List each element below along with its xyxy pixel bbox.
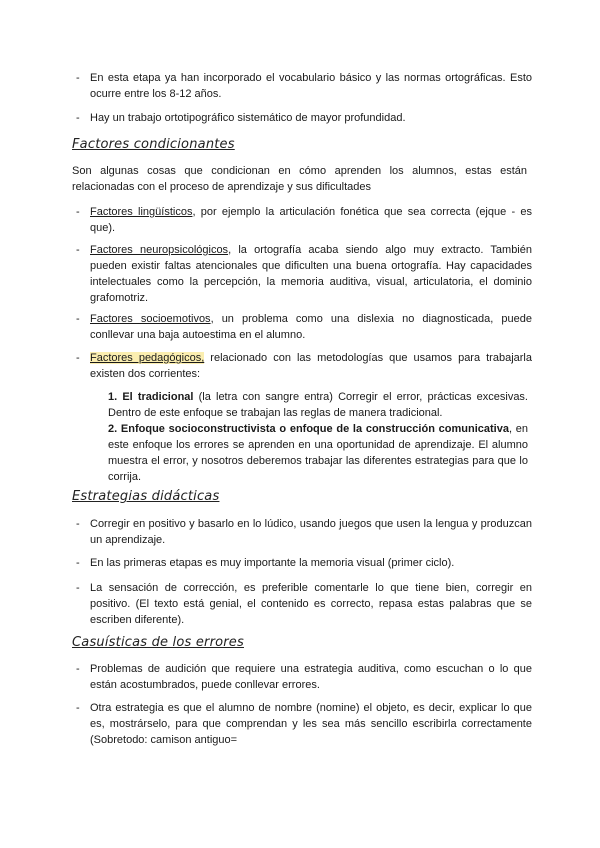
corriente-text: (la letra con sangre entra) Corregir el error, prácticas excesivas. Dentro de este enfoque se trabajan las reglas de manera tradicional. [108, 391, 528, 419]
item-text: , un problema como una dislexia no diagnosticada, puede conllevar una baja autoestima en el alumno. [90, 313, 532, 341]
bullet-dash: - [76, 244, 80, 256]
corriente-title: 2. Enfoque socioconstructivista o enfoque de la construcción comunicativa [108, 423, 509, 435]
list-item [76, 70, 532, 102]
item-text: relacionado con las metodologías que usamos para trabajarla existen dos corrientes: [90, 352, 532, 380]
bullet-dash: - [76, 518, 80, 530]
corriente-text: , en este enfoque los errores se aprenden en una oportunidad de aprendizaje. El alumno muestra el error, y nosotros deberemos trabajar las diferentes estrategias para que lo corrija. [108, 423, 529, 483]
section-heading-estrategias: Estrategias didácticas [72, 489, 220, 504]
list-item [76, 516, 532, 548]
bullet-dash: - [76, 702, 80, 714]
list-item [76, 555, 532, 571]
bullet-dash: - [76, 663, 80, 675]
list-item [76, 350, 532, 382]
item-term: Factores socioemotivos [90, 313, 211, 325]
item-text: Problemas de audición que requiere una estrategia auditiva, como escuchan o lo que están acostumbrados, puede conllevar errores. [90, 663, 532, 691]
item-term: Factores neuropsicológicos [90, 244, 229, 256]
bullet-dash: - [76, 557, 80, 569]
bullet-dash: - [76, 206, 80, 218]
item-text: Otra estrategia es que el alumno de nombre (nomine) el objeto, es decir, explicar lo que es, mostrárselo, para que comprendan y les sea más sencillo escribirla correctamente (Sobretodo: camison antiguo= [90, 702, 532, 746]
section-intro: Son algunas cosas que condicionan en cómo aprenden los alumnos, estas están relacionadas con el proceso de aprendizaje y sus dificultades [72, 165, 527, 193]
list-item [76, 661, 532, 693]
item-text: En las primeras etapas es muy importante la memoria visual (primer ciclo). [90, 557, 455, 569]
item-text: Hay un trabajo ortotipográfico sistemático de mayor profundidad. [90, 112, 406, 124]
item-term-highlighted: Factores pedagógicos, [90, 352, 205, 364]
item-text: , por ejemplo la articulación fonética que sea correcta (ejque - es que). [90, 206, 532, 234]
list-item [76, 580, 532, 628]
bullet-dash: - [76, 313, 80, 325]
list-item [76, 242, 532, 306]
bullet-dash: - [76, 582, 80, 594]
list-item [76, 311, 532, 343]
section-heading-factores: Factores condicionantes [72, 137, 235, 152]
corrientes-block [108, 389, 528, 485]
bullet-dash: - [76, 72, 80, 84]
bullet-dash: - [76, 352, 80, 364]
list-item [76, 204, 532, 236]
item-term: Factores lingüísticos [90, 206, 193, 218]
item-text: La sensación de corrección, es preferible comentarle lo que tiene bien, corregir en positivo. (El texto está genial, el contenido es correcto, repasa estas palabras que se escriben diferente). [90, 582, 532, 626]
bullet-dash: - [76, 112, 80, 124]
item-text: En esta etapa ya han incorporado el vocabulario básico y las normas ortográficas. Esto ocurre entre los 8-12 años. [90, 72, 532, 100]
section-heading-casuisticas: Casuísticas de los errores [72, 635, 244, 650]
item-text: Corregir en positivo y basarlo en lo lúdico, usando juegos que usen la lengua y produzcan un aprendizaje. [90, 518, 532, 546]
list-item [76, 700, 532, 748]
corriente-title: 1. El tradicional [108, 391, 194, 403]
list-item [76, 110, 532, 126]
item-text: , la ortografía acaba siendo algo muy extracto. También pueden existir faltas atencionales que dificulten una buena ortografía. Hay capacidades intelectuales como la percepción, la memoria auditiva, visual, articulatoria, el dominio grafomotriz. [90, 244, 532, 304]
